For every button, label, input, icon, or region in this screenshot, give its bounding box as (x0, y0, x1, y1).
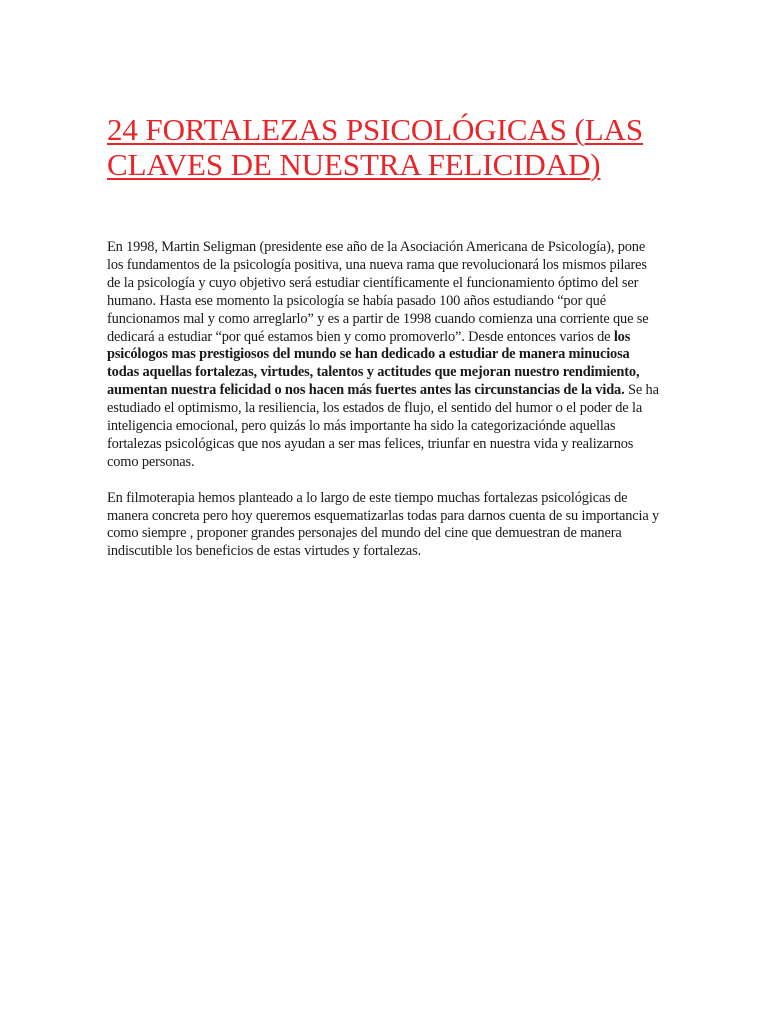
document-title[interactable]: 24 FORTALEZAS PSICOLÓGICAS (LAS CLAVES DE NUESTRA FELICIDAD) (107, 112, 643, 182)
paragraph-1-intro: En 1998, Martin Seligman (presidente ese año de la Asociación Americana de Psicología), pone los fundamentos de la psicología positiva, una nueva rama que revolucionará los mismos pilares de la psicología y cuyo objetivo será estudiar científicamente el funcionamiento óptimo del ser humano. Hasta ese momento la psicología se había pasado 100 años estudiando “por qué funcionamos mal y como arreglarlo” y es a partir de 1998 cuando comienza una corriente que se dedicará a estudiar “por qué estamos bien y como promoverlo”. Desde entonces varios de (107, 239, 649, 345)
document-body (107, 239, 662, 561)
paragraph-1-outro: Se ha estudiado el optimismo, la resiliencia, los estados de flujo, el sentido del humor o el poder de la inteligencia emocional, pero quizás lo más importante ha sido la categorizaciónde aquellas fortalezas psicológicas que nos ayudan a ser mas felices, triunfar en nuestra vida y realizarnos como personas. (107, 382, 659, 470)
document-page (107, 112, 662, 579)
paragraph-1 (107, 239, 662, 472)
paragraph-1-bold: los psicólogos mas prestigiosos del mundo se han dedicado a estudiar de manera minuciosa todas aquellas fortalezas, virtudes, talentos y actitudes que mejoran nuestro rendimiento, aumentan nuestra felicidad o nos hacen más fuertes antes las circunstancias de la vida. (107, 328, 640, 399)
paragraph-2: En filmoterapia hemos planteado a lo largo de este tiempo muchas fortalezas psicológicas de manera concreta pero hoy queremos esquematizarlas todas para darnos cuenta de su importancia y como siempre , proponer grandes personajes del mundo del cine que demuestran de manera indiscutible los beneficios de estas virtudes y fortalezas. (107, 489, 660, 560)
